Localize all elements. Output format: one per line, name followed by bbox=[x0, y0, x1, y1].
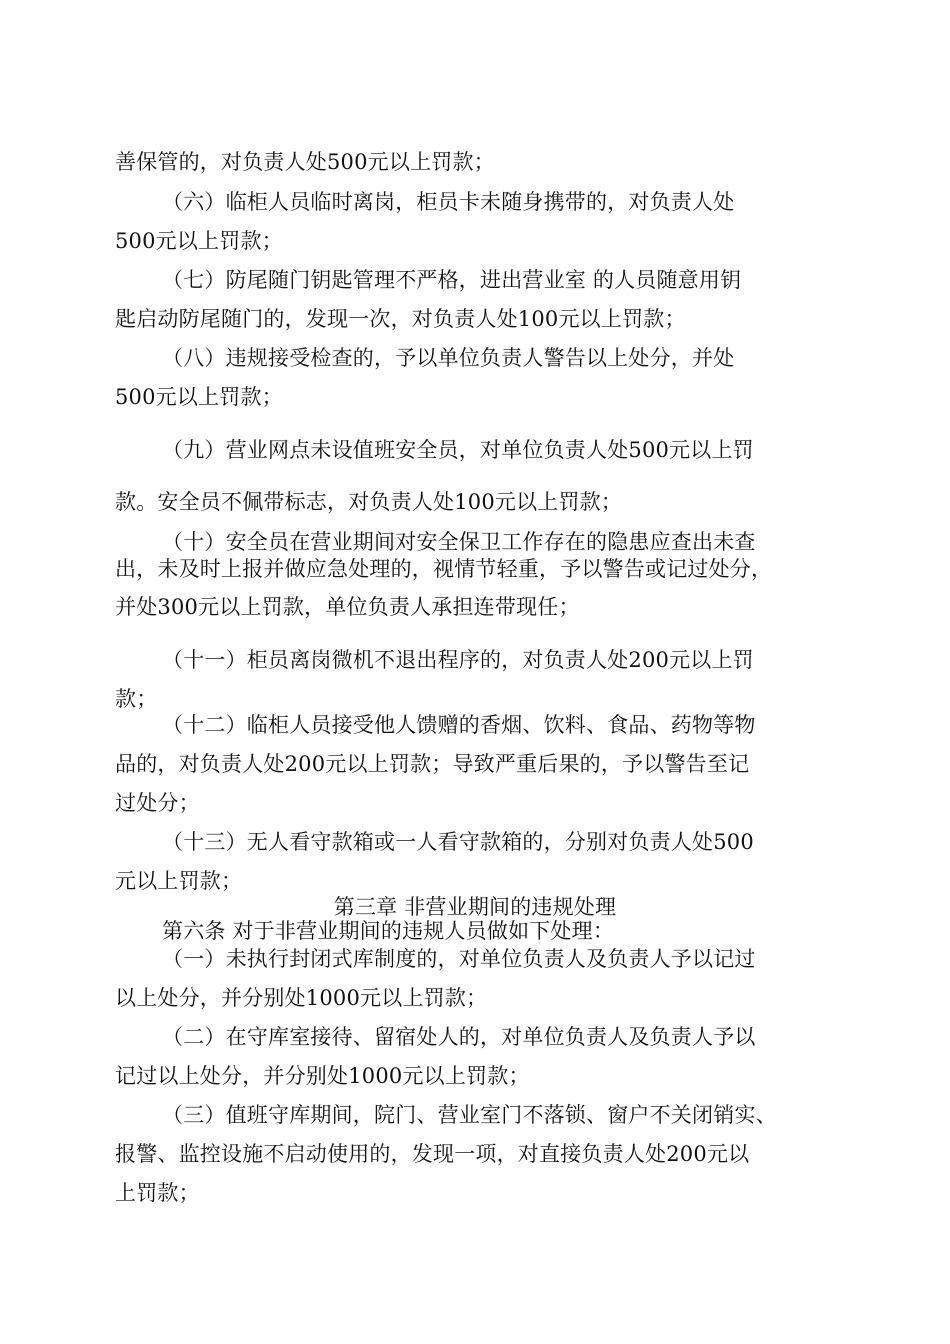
text-line: 款。安全员不佩带标志，对负责人处100元以上罚款； bbox=[115, 490, 623, 514]
text-line: （八）违规接受检查的，予以单位负责人警告以上处分，并处 bbox=[162, 346, 735, 370]
text-line: 善保管的，对负责人处500元以上罚款； bbox=[115, 150, 495, 174]
chapter-heading: 第三章 非营业期间的违规处理 bbox=[333, 895, 617, 919]
text-line: 以上处分，并分别处1000元以上罚款； bbox=[115, 986, 488, 1010]
text-line: （六）临柜人员临时离岗，柜员卡未随身携带的，对负责人处 bbox=[162, 190, 735, 214]
text-line: 500元以上罚款； bbox=[115, 385, 283, 409]
text-line: 款； bbox=[115, 687, 158, 711]
text-line: 品的，对负责人处200元以上罚款；导致严重后果的，予以警告至记 bbox=[115, 752, 750, 776]
text-line: 报警、监控设施不启动使用的，发现一项，对直接负责人处200元以 bbox=[115, 1142, 750, 1166]
text-line: （三）值班守库期间，院门、营业室门不落锁、窗户不关闭销实、 bbox=[162, 1103, 777, 1127]
text-line: 并处300元以上罚款，单位负责人承担连带现任； bbox=[115, 595, 580, 619]
text-line: （十二）临柜人员接受他人馈赠的香烟、饮料、食品、药物等物 bbox=[162, 713, 756, 737]
text-line: （七）防尾随门钥匙管理不严格，进出营业室 的人员随意用钥 bbox=[162, 268, 742, 292]
text-line: （十三）无人看守款箱或一人看守款箱的，分别对负责人处500 bbox=[162, 830, 754, 854]
text-line: （九）营业网点未设值班安全员，对单位负责人处500元以上罚 bbox=[162, 438, 754, 462]
text-line: 上罚款； bbox=[115, 1181, 200, 1205]
text-line: 500元以上罚款； bbox=[115, 229, 283, 253]
text-line: 过处分； bbox=[115, 791, 200, 815]
text-line: 元以上罚款； bbox=[115, 869, 243, 893]
text-line: （十一）柜员离岗微机不退出程序的，对负责人处200元以上罚 bbox=[162, 648, 754, 672]
text-line: 匙启动防尾随门的，发现一次，对负责人处100元以上罚款； bbox=[115, 307, 686, 331]
text-line: （一）未执行封闭式库制度的，对单位负责人及负责人予以记过 bbox=[162, 947, 756, 971]
text-line: 记过以上处分，并分别处1000元以上罚款； bbox=[115, 1064, 530, 1088]
text-line: （二）在守库室接待、留宿处人的，对单位负责人及负责人予以 bbox=[162, 1025, 756, 1049]
article-heading: 第六条 对于非营业期间的违规人员做如下处理： bbox=[162, 919, 615, 943]
text-line: （十）安全员在营业期间对安全保卫工作存在的隐患应查出未查 bbox=[162, 530, 756, 554]
text-line: 出，未及时上报并做应急处理的，视情节轻重，予以警告或记过处分， bbox=[115, 557, 773, 581]
